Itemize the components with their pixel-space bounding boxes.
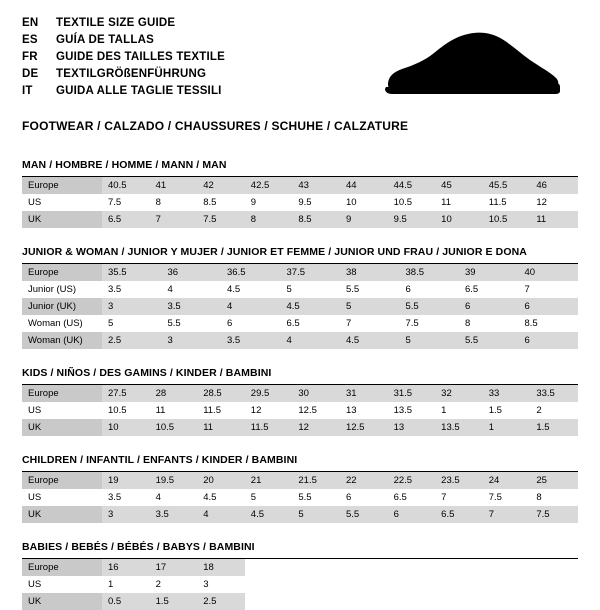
cell: 5 — [286, 284, 292, 295]
cell: 19.5 — [150, 472, 198, 489]
cell: 9.5 — [298, 197, 312, 208]
cell: 6.5 — [393, 492, 407, 503]
cell-empty — [292, 559, 340, 576]
cell-empty — [435, 576, 483, 593]
row-label: US — [28, 492, 42, 503]
table-title: CHILDREN / INFANTIL / ENFANTS / KINDER / BAMBINI — [22, 454, 578, 472]
cell: 10.5 — [150, 419, 198, 436]
cell: 46 — [530, 177, 578, 194]
cell: 5 — [340, 298, 400, 315]
language-row — [22, 33, 225, 48]
cell: 5.5 — [340, 506, 388, 523]
cell: 1.5 — [488, 405, 502, 416]
cell: 3 — [203, 579, 209, 590]
cell-empty — [245, 576, 293, 593]
cell: 4.5 — [227, 284, 241, 295]
cell: 6 — [519, 332, 579, 349]
cell: 11 — [441, 197, 452, 208]
cell: 38.5 — [400, 264, 460, 281]
cell: 33 — [483, 385, 531, 402]
cell: 7.5 — [530, 506, 578, 523]
table-title: JUNIOR & WOMAN / JUNIOR Y MUJER / JUNIOR ET FEMME / JUNIOR UND FRAU / JUNIOR E DONA — [22, 246, 578, 264]
size-table — [22, 264, 578, 349]
cell: 31 — [340, 385, 388, 402]
size-table-kids — [22, 367, 578, 436]
cell: 3 — [162, 332, 222, 349]
cell-empty — [530, 593, 578, 610]
row-label: Junior (UK) — [22, 298, 102, 315]
cell: 5.5 — [298, 492, 312, 503]
cell: 7 — [346, 318, 352, 329]
cell: 1 — [108, 579, 114, 590]
row-label: Europe — [22, 472, 102, 489]
cell: 3.5 — [162, 298, 222, 315]
cell: 4 — [167, 284, 173, 295]
cell: 3 — [102, 298, 162, 315]
row-label: Woman (UK) — [22, 332, 102, 349]
table-row — [22, 332, 578, 349]
table-title: KIDS / NIÑOS / DES GAMINS / KINDER / BAMBINI — [22, 367, 578, 385]
cell: 22.5 — [388, 472, 436, 489]
cell: 45 — [435, 177, 483, 194]
cell: 11 — [197, 419, 245, 436]
row-label: US — [28, 197, 42, 208]
cell: 6.5 — [465, 284, 479, 295]
cell-empty — [292, 593, 340, 610]
row-label: UK — [22, 593, 102, 610]
cell: 6 — [345, 492, 352, 503]
cell: 1 — [483, 419, 531, 436]
cell: 7 — [150, 211, 198, 228]
cell: 31.5 — [388, 385, 436, 402]
row-label: UK — [22, 211, 102, 228]
cell: 9 — [250, 197, 257, 208]
cell: 7.5 — [405, 318, 419, 329]
cell: 3.5 — [108, 492, 122, 503]
cell-empty — [435, 559, 483, 576]
row-label: Europe — [22, 559, 102, 576]
cell-empty — [388, 576, 436, 593]
table-row — [22, 472, 578, 489]
cell: 0.5 — [102, 593, 150, 610]
cell: 21.5 — [292, 472, 340, 489]
cell: 9.5 — [388, 211, 436, 228]
cell: 7.5 — [197, 211, 245, 228]
cell: 3 — [102, 506, 150, 523]
cell: 4 — [197, 506, 245, 523]
table-row — [22, 177, 578, 194]
cell: 13 — [345, 405, 357, 416]
row-label: UK — [22, 506, 102, 523]
dress-shoe-icon — [380, 28, 560, 103]
cell: 25 — [530, 472, 578, 489]
cell: 2 — [155, 579, 161, 590]
cell: 27.5 — [102, 385, 150, 402]
table-row — [22, 576, 578, 593]
table-row — [22, 385, 578, 402]
cell: 7.5 — [488, 492, 502, 503]
table-row — [22, 264, 578, 281]
cell: 6.5 — [435, 506, 483, 523]
cell-empty — [483, 576, 531, 593]
cell: 40 — [519, 264, 579, 281]
cell: 8 — [245, 211, 293, 228]
footwear-section-title: FOOTWEAR / CALZADO / CHAUSSURES / SCHUHE / CALZATURE — [22, 119, 409, 133]
row-label: Europe — [22, 264, 102, 281]
cell: 41 — [150, 177, 198, 194]
cell: 12.5 — [298, 405, 317, 416]
cell: 45.5 — [483, 177, 531, 194]
cell: 8 — [536, 492, 542, 503]
cell-empty — [530, 559, 578, 576]
cell-empty — [245, 559, 293, 576]
size-table-children — [22, 454, 578, 523]
cell: 10 — [102, 419, 150, 436]
row-label: Junior (US) — [28, 284, 77, 295]
cell: 4 — [221, 298, 281, 315]
cell: 1 — [441, 405, 447, 416]
cell-empty — [388, 559, 436, 576]
table-row — [22, 559, 578, 576]
language-title: GUIDA ALLE TAGLIE TESSILI — [56, 85, 222, 97]
cell: 10.5 — [483, 211, 531, 228]
cell: 23.5 — [435, 472, 483, 489]
language-title-list — [22, 16, 225, 99]
size-table — [22, 559, 578, 610]
cell: 5.5 — [167, 318, 181, 329]
language-code: IT — [22, 85, 33, 97]
cell: 29.5 — [245, 385, 293, 402]
cell: 17 — [150, 559, 198, 576]
cell: 12 — [292, 419, 340, 436]
cell: 11 — [155, 405, 166, 416]
cell-empty — [530, 576, 578, 593]
cell-empty — [292, 576, 340, 593]
cell: 7 — [524, 284, 530, 295]
cell-empty — [340, 559, 388, 576]
cell: 44.5 — [388, 177, 436, 194]
cell: 42 — [197, 177, 245, 194]
cell: 6 — [459, 298, 519, 315]
cell: 13.5 — [435, 419, 483, 436]
language-title: TEXTILGRÖßENFÜHRUNG — [56, 68, 207, 80]
cell: 8.5 — [524, 318, 538, 329]
table-row — [22, 506, 578, 523]
cell: 28.5 — [197, 385, 245, 402]
cell: 4.5 — [245, 506, 293, 523]
row-label: UK — [22, 419, 102, 436]
language-code: ES — [22, 34, 38, 46]
table-row — [22, 489, 578, 506]
size-table — [22, 385, 578, 436]
language-code: EN — [22, 17, 39, 29]
row-label: US — [28, 405, 42, 416]
cell: 8.5 — [203, 197, 217, 208]
cell-empty — [483, 593, 531, 610]
cell: 18 — [197, 559, 245, 576]
language-title: TEXTILE SIZE GUIDE — [56, 17, 176, 29]
cell: 44 — [340, 177, 388, 194]
cell: 11 — [530, 211, 578, 228]
cell: 38 — [340, 264, 400, 281]
cell: 4.5 — [281, 298, 341, 315]
cell: 1.5 — [150, 593, 198, 610]
cell: 5.5 — [459, 332, 519, 349]
size-table-man — [22, 159, 578, 228]
cell: 1.5 — [530, 419, 578, 436]
cell: 4.5 — [203, 492, 217, 503]
cell: 10.5 — [393, 197, 413, 208]
cell: 20 — [197, 472, 245, 489]
cell: 5 — [400, 332, 460, 349]
cell: 11.5 — [203, 405, 221, 416]
cell: 3.5 — [108, 284, 122, 295]
cell: 4 — [155, 492, 161, 503]
cell: 8.5 — [292, 211, 340, 228]
cell: 10.5 — [108, 405, 127, 416]
table-row — [22, 402, 578, 419]
cell: 4.5 — [340, 332, 400, 349]
cell: 40.5 — [102, 177, 150, 194]
cell-empty — [340, 593, 388, 610]
language-code: DE — [22, 68, 39, 80]
cell: 8 — [155, 197, 161, 208]
language-title: GUÍA DE TALLAS — [56, 34, 154, 46]
cell: 7.5 — [108, 197, 122, 208]
cell: 13 — [388, 419, 436, 436]
cell: 3.5 — [150, 506, 198, 523]
table-row — [22, 298, 578, 315]
cell: 42.5 — [245, 177, 293, 194]
table-row — [22, 315, 578, 332]
cell: 33.5 — [530, 385, 578, 402]
cell: 3.5 — [221, 332, 281, 349]
language-row — [22, 16, 225, 31]
cell: 6 — [405, 284, 411, 295]
size-table-junior-woman — [22, 246, 578, 349]
document-header — [22, 16, 578, 103]
cell: 16 — [102, 559, 150, 576]
cell: 2.5 — [197, 593, 245, 610]
cell: 13.5 — [393, 405, 413, 416]
table-row — [22, 211, 578, 228]
cell: 24 — [483, 472, 531, 489]
cell-empty — [435, 593, 483, 610]
cell: 12 — [250, 405, 262, 416]
cell: 6 — [227, 318, 233, 329]
cell: 30 — [292, 385, 340, 402]
row-label: Europe — [22, 177, 102, 194]
cell: 11.5 — [245, 419, 293, 436]
cell: 36.5 — [221, 264, 281, 281]
cell: 5 — [108, 318, 114, 329]
cell: 6.5 — [102, 211, 150, 228]
cell: 12 — [536, 197, 547, 208]
cell-empty — [483, 559, 531, 576]
cell: 6 — [388, 506, 436, 523]
cell: 37.5 — [281, 264, 341, 281]
cell: 7 — [483, 506, 531, 523]
table-row — [22, 419, 578, 436]
size-table — [22, 472, 578, 523]
cell: 4 — [281, 332, 341, 349]
cell: 32 — [435, 385, 483, 402]
cell: 22 — [340, 472, 388, 489]
row-label: Europe — [22, 385, 102, 402]
table-row — [22, 593, 578, 610]
cell-empty — [340, 576, 388, 593]
cell: 36 — [162, 264, 222, 281]
cell: 12.5 — [340, 419, 388, 436]
cell: 10 — [435, 211, 483, 228]
cell: 7 — [441, 492, 447, 503]
cell: 5.5 — [346, 284, 360, 295]
table-row — [22, 194, 578, 211]
cell: 2.5 — [102, 332, 162, 349]
language-row — [22, 50, 225, 65]
cell: 6.5 — [286, 318, 300, 329]
language-row — [22, 84, 225, 99]
cell: 6 — [519, 298, 579, 315]
cell: 19 — [102, 472, 150, 489]
row-label: Woman (US) — [28, 318, 83, 329]
cell: 5 — [292, 506, 340, 523]
cell: 21 — [245, 472, 293, 489]
cell: 35.5 — [102, 264, 162, 281]
cell: 2 — [536, 405, 542, 416]
cell-empty — [245, 593, 293, 610]
cell: 9 — [340, 211, 388, 228]
language-title: GUIDE DES TAILLES TEXTILE — [56, 51, 225, 63]
cell: 5 — [250, 492, 257, 503]
language-code: FR — [22, 51, 38, 63]
row-label: US — [28, 579, 42, 590]
cell: 10 — [345, 197, 357, 208]
size-table — [22, 177, 578, 228]
cell: 11.5 — [488, 197, 507, 208]
language-row — [22, 67, 225, 82]
cell: 28 — [150, 385, 198, 402]
table-title: MAN / HOMBRE / HOMME / MANN / MAN — [22, 159, 578, 177]
table-title: BABIES / BEBÉS / BÉBÉS / BABYS / BAMBINI — [22, 541, 578, 559]
cell: 5.5 — [400, 298, 460, 315]
cell: 8 — [465, 318, 471, 329]
cell: 43 — [292, 177, 340, 194]
table-row — [22, 281, 578, 298]
cell: 39 — [459, 264, 519, 281]
cell-empty — [388, 593, 436, 610]
